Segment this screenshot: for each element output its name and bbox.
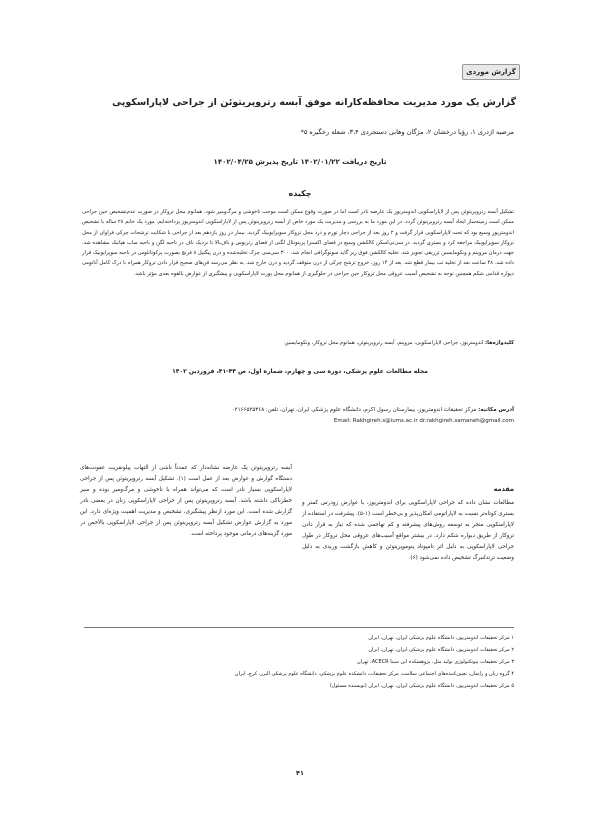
correspondence-email: Email: Rakhgireh.s@iums.ac.ir dr.rakhgireh.samaneh@gmail.com: [333, 418, 514, 424]
footnote-item: ۴ گروه زنان و زایمان، تعیین‌کننده‌های اجتماعی سلامت، مرکز تحقیقات، دانشکده علوم پزشکی، دانشگاه علوم پزشکی البرز، کرج، ایران: [234, 671, 514, 677]
received-accepted-dates: تاریخ دریافت ۱۴۰۲/۰۱/۲۲ تاریخ پذیرش ۱۴۰۲/۰۴/۲۵: [213, 158, 387, 166]
introduction-paragraph: مطالعات نشان داده که جراحی لاپاراسکوپی برای اندومتریوز، با عوارض زودرس کمتر و بستری کوتاه‌تر نسبت به لاپاراتومی امکان‌پذیر و بی‌خطر است (۱-۵). پیشرفت در استفاده از لاپاراسکوپی منجر به توسعه روش‌های پیشرفته و کم تهاجمی شده که نیاز به قرار دادن تروکار از طریق دیواره شکم دارد. در بیشتر مواقع آسیب‌های عروقی محل تروکار در طول جراحی لاپاراسکوپی به دلیل اثر تامپوناد پنوموپریتوئن و کاهش بازگشت وریدی به دلیل وضعیت ترندلنبرگ تشخیص داده نمی‌شود (۶).: [302, 500, 514, 561]
keywords-text: اندومتریوز، جراحی لاپاراسکوپی، مروپنم، آبسه رتروپریتوئن، همانوم محل تروکار، ونکومایسین: [284, 340, 484, 346]
abstract-heading: چکیده: [288, 189, 312, 198]
body-paragraph: آبسه رتروپریتوئن یک عارضه نشانه‌دار که عمدتاً ناشی از التهاب پیلونفریت عفونت‌های دستگاه گوارش و عوارض بعد از عمل است (۱). تشکیل آبسه رتروپریتوئن پس از جراحی لاپاراسکوپی بسیار نادر است که می‌تواند همراه با ناخوشی و مرگ‌ومیر بوده و سیر خطرناکی داشته باشد. آبسه رتروپریتوئن پس از جراحی لاپاراسکوپی زنان در بعضی نادر گزارش شده است. این مورد ازنظر پیشگیری، تشخیص و مدیریت اهمیت ویژه‌ای دارد. این مورد به گزارش عوارض تشکیل آبسه رتروپریتوئن پس از جراحی لاپاراسکوپی بالأخص در مورد گزینه‌های درمانی موجود پرداخته است.: [80, 465, 292, 537]
author-list: مرضیه اژدری ۱، رؤیا درخشان ۲، مژگان وهابی دستجردی ۳،۴، شعله رخگیره ۵*: [300, 128, 514, 136]
footnote-item: ۵ مرکز تحقیقات اندومتریوز، دانشگاه علوم پزشکی ایران، تهران، ایران (نویسنده مسئول): [329, 683, 514, 689]
body-column-right: [302, 484, 514, 564]
address-text: مرکز تحقیقات اندومتریوز، بیمارستان رسول اکرم، دانشگاه علوم پزشکی ایران، تهران، تلفن: ۰۲۱۶۶۵۲۵۳۶۸: [231, 407, 477, 413]
keywords-label: کلیدواژه‌ها:: [485, 340, 514, 346]
body-column-left: [80, 463, 292, 540]
journal-citation: مجله مطالعات علوم پزشکی، دوره سی و چهارم، شماره اول، ص ۴۴-۴۱، فروردین ۱۴۰۲: [172, 368, 428, 375]
introduction-heading: مقدمه: [493, 485, 514, 493]
footnote-divider: [84, 627, 514, 628]
article-title: گزارش یک مورد مدیریت محافظه‌کارانه موفق آبسه رتروپریتوئن از جراحی لاپاراسکوپی: [112, 97, 516, 108]
affiliation-footnotes: [82, 632, 514, 692]
abstract-text: تشکیل آبسه رتروپریتوئن پس از لاپاراسکوپی اندومتریوز یک عارضه نادر است اما در صورت وقوع ممکن است موجب ناخوشی و مرگ‌ومیر شود. همانوم محل تروکار در صورت عدم‌تشخیص حین جراحی ممکن است زمینه‌ساز ایجاد آبسه رتروپریتوئن گردد. در این مورد ما به بررسی و مدیریت یک مورد خاص از آبسه رتروپریتوئن پس از لاپاراسکوپی اندومتریوز پرداخته‌ایم. مورد یک خانم ۲۸ ساله با تشخیص اندومتریوز وسیع بود که تحت لاپاراسکوپی قرار گرفت و ۲ روز بعد از جراحی دچار تورم و درد محل تروکار سوپراپوبیک گردید. بیمار در روز یازدهم بعد از جراحی با شکایت ترشحات چرکی فراوان از محل تروکار سوپراپوبیک مراجعه کرد و بستری گردید. در سی‌تی‌اسکن کالکشن وسیع در فضای اکسترا پریتونئال لگنی از فضای رتزیوس و ناف‌بالا تا نزدیک ناف در ناحیه لگن و ناحیه ساب هپاتیک مشاهده شد. جهت درمان مروپنم و ونکومایسین تزریقی تجویز شد. تخلیه کالکشن فوق زیر گاید سونوگرافی انجام شد. ۳۰۰ سی‌سی چرک تخلیه‌شده و درن پیگتیل ۸ فرنچ بصورت پرکوتانئوس در ناحیه سوپراپوبیک قرار داده شد. ۴۸ ساعت بعد از تخلیه تب بیمار قطع شد. بعد از ۱۴ روز، خروج ترشح چرکی از درن متوقف گردید و درن خارج شد. به نظر می‌رسد فن‌های صحیح قرار دادن تروکار همراه با درک کامل آناتومی دیواره قدامی شکم همچنین توجه به تشخیص آسیب عروقی محل تروکار حین جراحی در جلوگیری از همانوم محل پورت لاپاراسکوپی و پیشگیری از عوارض بالقوه بعدی مؤثر باشد.: [82, 209, 515, 277]
correspondence-address: [82, 405, 514, 416]
footnote-item: ۲ مرکز تحقیقات اندومتریوز، دانشگاه علوم پزشکی ایران، تهران، ایران: [368, 647, 514, 653]
address-label: آدرس مکاتبه:: [478, 407, 514, 413]
article-type-badge: گزارش موردی: [462, 64, 520, 80]
footnote-item: ۳ مرکز تحقیقات بیوتکنولوژی تولید مثل، پژوهشکده ابن سینا ACECR، تهران: [356, 659, 514, 665]
page-number: ۴۱: [296, 769, 304, 777]
footnote-item: ۱ مرکز تحقیقات اندومتریوز، دانشگاه علوم پزشکی ایران، تهران، ایران: [368, 635, 514, 641]
keywords-line: [82, 338, 514, 348]
